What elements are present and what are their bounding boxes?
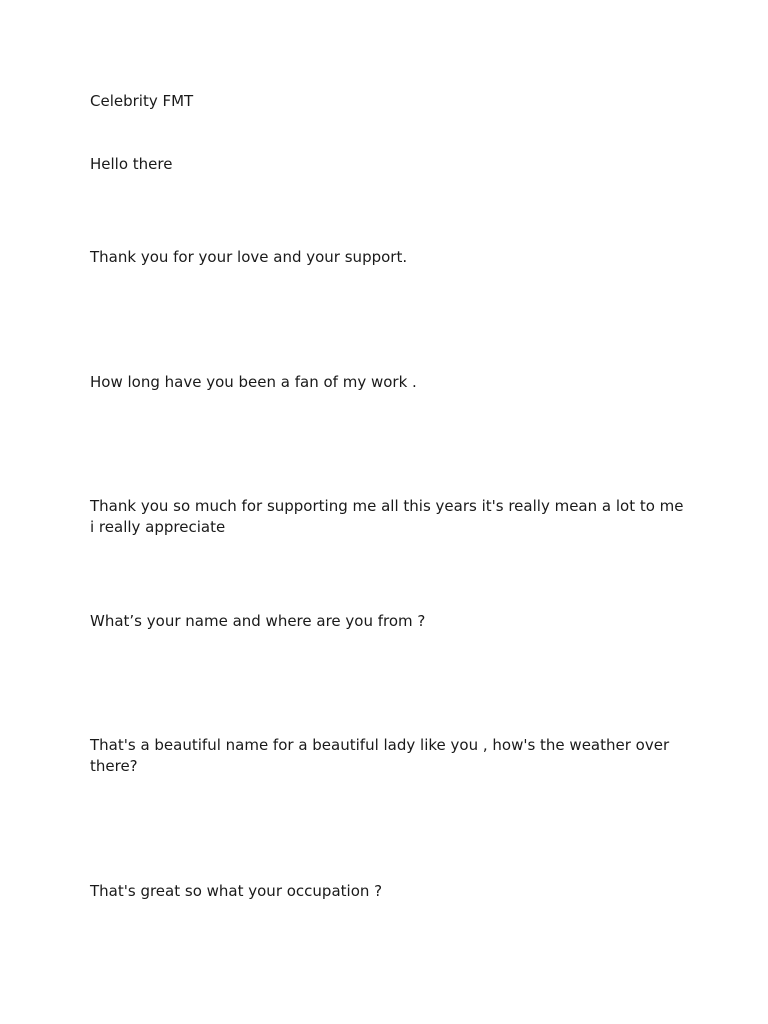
paragraph: That's a beautiful name for a beautiful lady like you , how's the weather over there? [90,736,670,775]
document-title: Celebrity FMT [90,92,194,110]
paragraph: Thank you so much for supporting me all this years it's really mean a lot to me i really appreciate [90,497,684,536]
paragraph: Thank you for your love and your support. [90,248,408,266]
paragraph: Hello there [90,155,173,173]
paragraph: What’s your name and where are you from ? [90,612,426,630]
paragraph: That's great so what your occupation ? [90,882,383,900]
paragraph: How long have you been a fan of my work . [90,373,417,391]
